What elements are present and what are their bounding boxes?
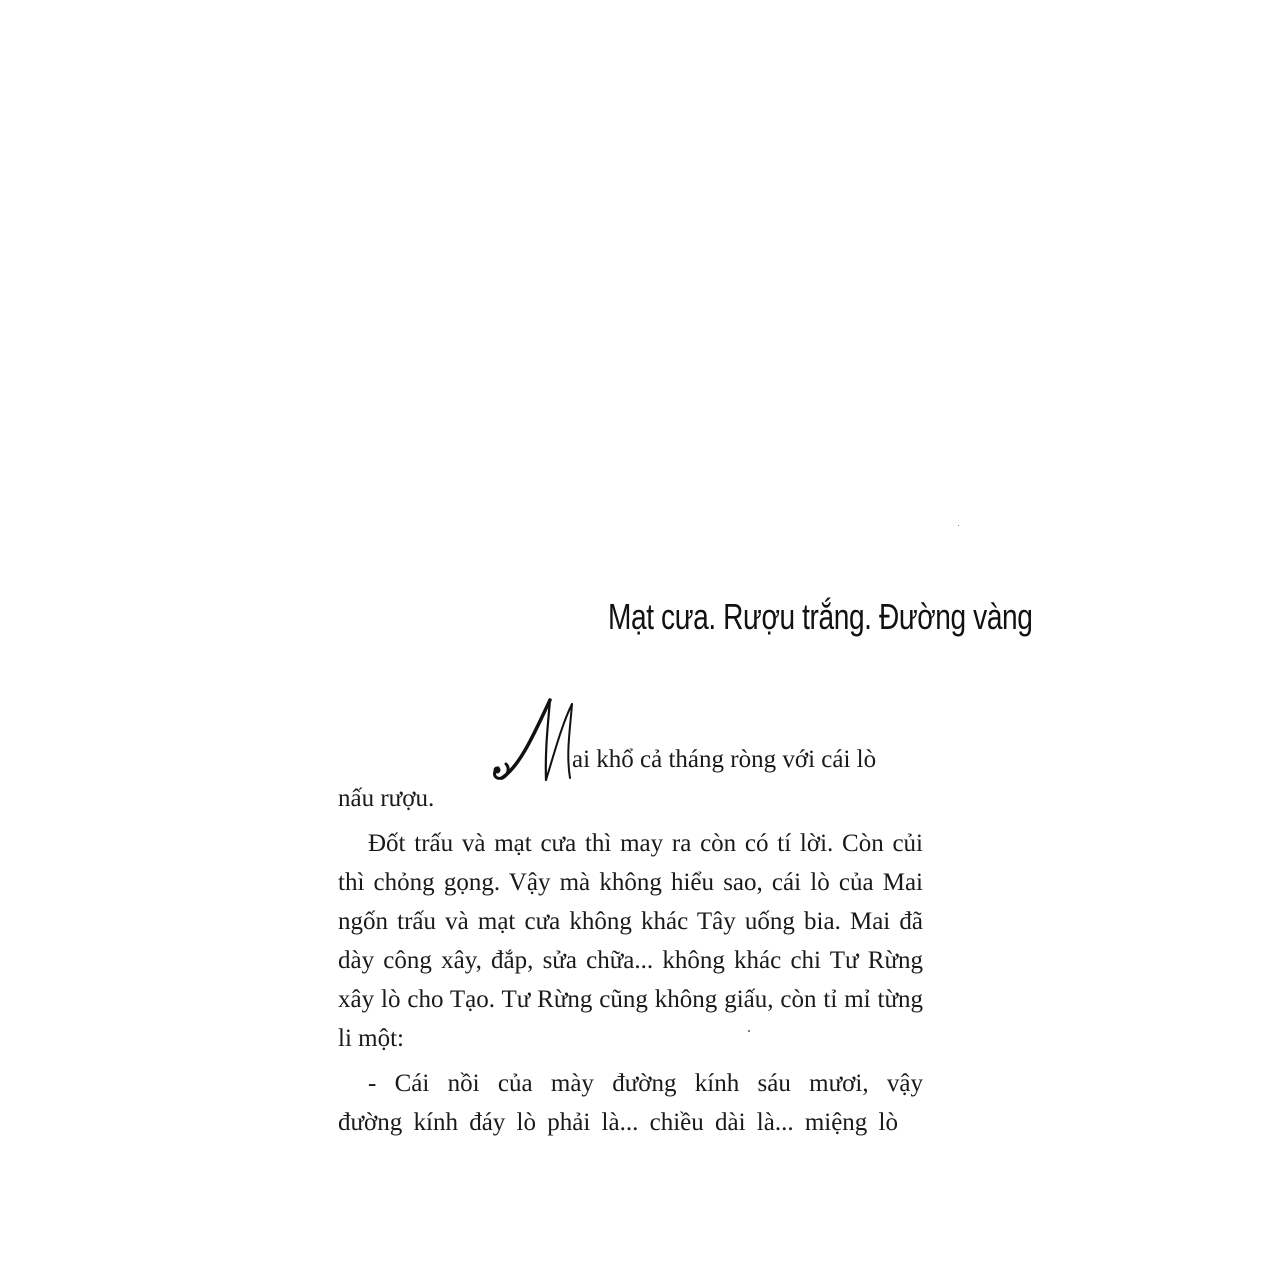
dialogue-line: - Cái nồi của mày đường kính sáu mươi, vậy đường kính đáy lò phải là... chiều dài là... miệng lò (338, 1070, 923, 1136)
print-speck (748, 1030, 750, 1032)
print-speck (958, 525, 959, 526)
first-line-text: ai khổ cả tháng ròng với cái lò (572, 746, 877, 773)
first-line-continuation: nấu rượu. (338, 785, 435, 812)
chapter-title: Mạt cưa. Rượu trắng. Đường vàng (608, 596, 1033, 637)
paragraph: Đốt trấu và mạt cưa thì may ra còn có tí lời. Còn củi thì chỏng gọng. Vậy mà không hiểu sao, cái lò của Mai ngốn trấu và mạt cưa không khác Tây uống bia. Mai đã dày công xây, đắp, sửa chữa... không khác chi Tư Rừng xây lò cho Tạo. Tư Rừng cũng không giấu, còn tỉ mỉ từng li một: (338, 830, 923, 1052)
body-text (338, 740, 923, 1142)
